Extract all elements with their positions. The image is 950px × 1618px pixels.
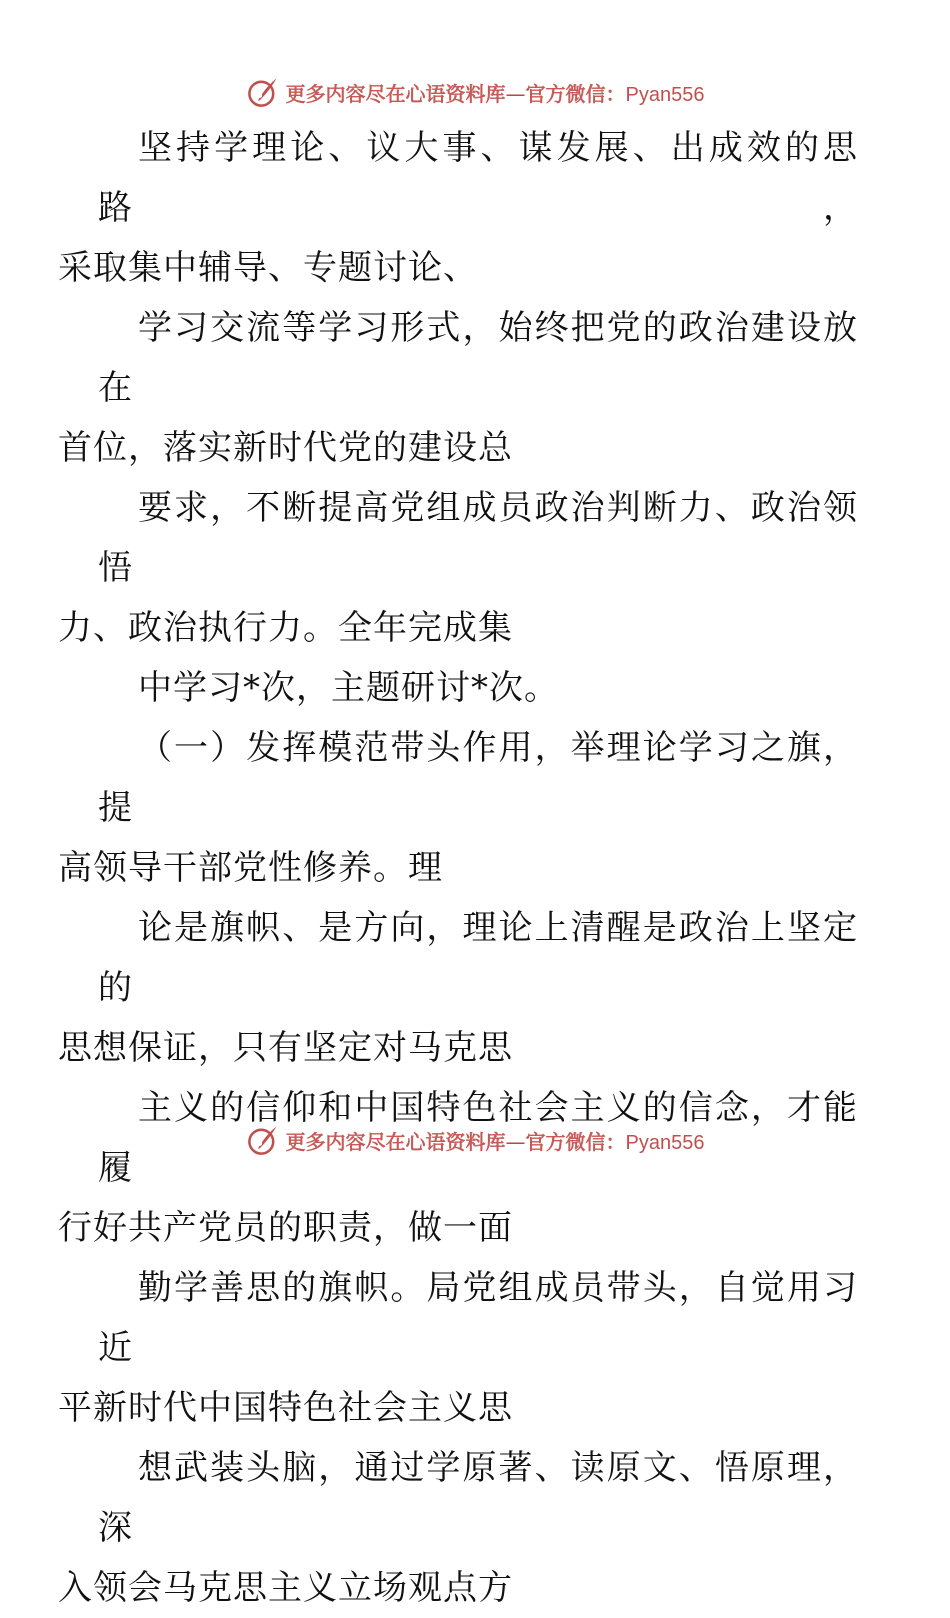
watermark-wechat-id: Pyan556 bbox=[625, 83, 705, 106]
footer-watermark bbox=[0, 1120, 950, 1160]
paragraph-line: 勤学善思的旗帜。局党组成员带头，自觉用习近 bbox=[98, 1268, 858, 1368]
paragraph-1 bbox=[58, 118, 858, 298]
paragraph-line: 要求，不断提高党组成员政治判断力、政治领悟 bbox=[98, 488, 858, 588]
feather-pen-logo-icon bbox=[246, 75, 280, 109]
paragraph-2 bbox=[58, 298, 858, 478]
document-body bbox=[58, 118, 858, 1618]
paragraph-line: 论是旗帜、是方向，理论上清醒是政治上坚定的 bbox=[98, 908, 858, 1008]
paragraph-line: 行好共产党员的职责，做一面 bbox=[58, 1208, 513, 1248]
watermark-text bbox=[286, 78, 705, 107]
paragraph-8 bbox=[58, 1258, 858, 1438]
watermark-text bbox=[286, 1126, 705, 1155]
paragraph-line: 学习交流等学习形式，始终把党的政治建设放在 bbox=[98, 308, 858, 408]
paragraph-7 bbox=[58, 1078, 858, 1258]
feather-pen-logo-icon bbox=[246, 1123, 280, 1157]
paragraph-line: 高领导干部党性修养。理 bbox=[58, 848, 443, 888]
watermark-contact-label: 官方微信： bbox=[525, 1129, 626, 1154]
paragraph-5 bbox=[58, 718, 858, 898]
watermark-separator: — bbox=[505, 81, 526, 106]
paragraph-line: 坚持学理论、议大事、谋发展、出成效的思路， bbox=[98, 128, 858, 228]
paragraph-6 bbox=[58, 898, 858, 1078]
paragraph-line: 中学习*次，主题研讨*次。 bbox=[138, 668, 559, 708]
paragraph-line: 采取集中辅导、专题讨论、 bbox=[58, 248, 478, 288]
paragraph-line: （一）发挥模范带头作用，举理论学习之旗，提 bbox=[98, 728, 858, 828]
paragraph-line: 首位，落实新时代党的建设总 bbox=[58, 428, 513, 468]
paragraph-9 bbox=[58, 1438, 858, 1618]
paragraph-line: 入领会马克思主义立场观点方 bbox=[58, 1568, 513, 1608]
paragraph-3 bbox=[58, 478, 858, 658]
watermark-brand: 更多内容尽在心语资料库 bbox=[285, 1129, 506, 1154]
paragraph-line: 思想保证，只有坚定对马克思 bbox=[58, 1028, 513, 1068]
header-watermark bbox=[0, 72, 950, 112]
paragraph-line: 力、政治执行力。全年完成集 bbox=[58, 608, 513, 648]
paragraph-4 bbox=[98, 658, 858, 718]
watermark-contact-label: 官方微信： bbox=[525, 81, 626, 106]
paragraph-line: 主义的信仰和中国特色社会主义的信念，才能履 bbox=[98, 1088, 858, 1188]
paragraph-line: 平新时代中国特色社会主义思 bbox=[58, 1388, 513, 1428]
watermark-wechat-id: Pyan556 bbox=[625, 1131, 705, 1154]
watermark-separator: — bbox=[505, 1129, 526, 1154]
paragraph-line: 想武装头脑，通过学原著、读原文、悟原理，深 bbox=[98, 1448, 858, 1548]
watermark-brand: 更多内容尽在心语资料库 bbox=[285, 81, 506, 106]
